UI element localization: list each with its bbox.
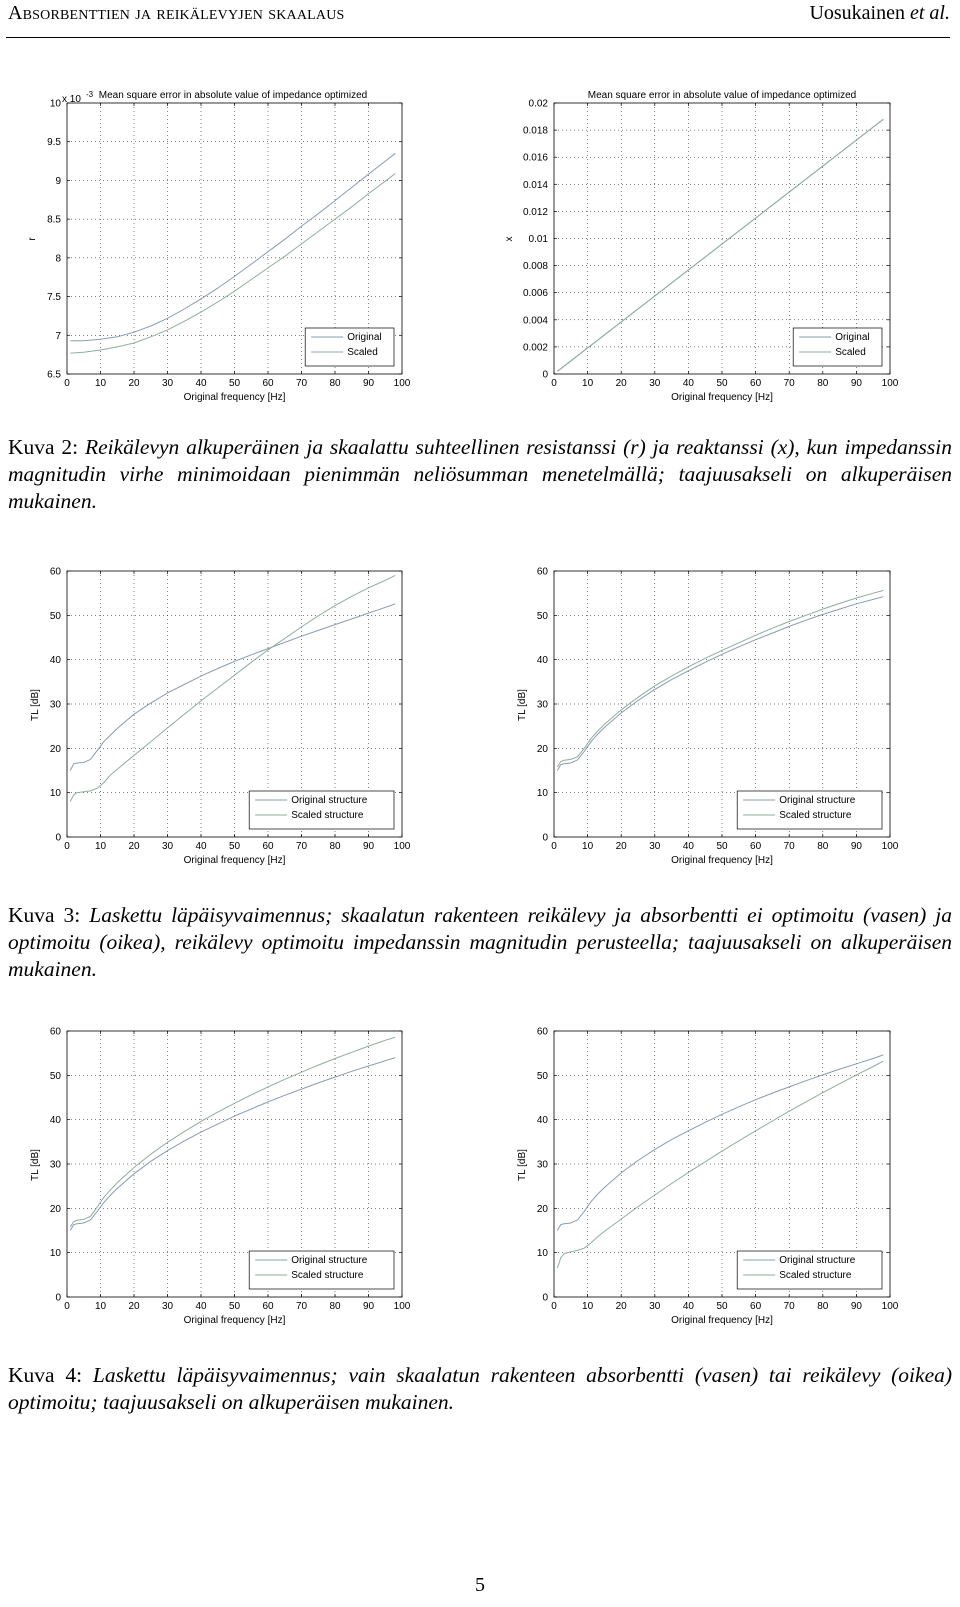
x-tick-label: 0	[64, 841, 70, 852]
legend-label: Scaled structure	[291, 1270, 364, 1281]
page-number: 5	[475, 1574, 485, 1596]
x-tick-label: 20	[128, 1301, 140, 1312]
legend-label: Scaled structure	[779, 810, 852, 821]
x-tick-label: 90	[850, 1301, 862, 1312]
figure-caption-3	[8, 902, 952, 983]
y-tick-label: 40	[49, 1115, 61, 1127]
y-tick-label: 60	[49, 566, 61, 578]
x-axis-label: Original frequency [Hz]	[183, 392, 286, 403]
x-tick-label: 60	[262, 1301, 274, 1312]
x-tick-label: 70	[295, 1301, 308, 1312]
x-tick-label: 80	[817, 841, 829, 852]
y-tick-label: 60	[536, 1026, 548, 1038]
x-tick-label: 70	[295, 378, 308, 389]
x-tick-label: 50	[716, 1301, 728, 1312]
y-tick-label: 0.008	[522, 261, 548, 273]
x-tick-label: 80	[817, 378, 829, 389]
y-tick-label: 50	[536, 610, 548, 622]
y-tick-label: 0	[55, 1292, 61, 1304]
x-axis-label: Original frequency [Hz]	[183, 855, 286, 866]
x-tick-label: 30	[161, 1301, 174, 1312]
x-tick-label: 100	[881, 378, 899, 389]
y-tick-label: 8.5	[47, 214, 61, 226]
x-tick-label: 60	[750, 378, 762, 389]
legend-label: Scaled structure	[291, 810, 364, 821]
x-tick-label: 10	[582, 841, 594, 852]
y-tick-label: 10	[536, 1248, 548, 1260]
x-tick-label: 40	[682, 1301, 694, 1312]
y-tick-label: 0.016	[522, 152, 548, 164]
y-tick-label: 10	[49, 788, 61, 800]
y-tick-label: 30	[536, 699, 548, 711]
y-tick-label: 30	[49, 1159, 61, 1171]
y-tick-label: 30	[49, 699, 61, 711]
y-tick-label: 0.02	[528, 98, 548, 110]
chart-tl-fig3-left	[0, 540, 470, 880]
caption-label: Kuva 3:	[8, 903, 81, 927]
x-tick-label: 50	[716, 841, 728, 852]
x-tick-label: 10	[94, 841, 107, 852]
x-axis-label: Original frequency [Hz]	[671, 392, 773, 403]
caption-label: Kuva 2:	[8, 435, 79, 459]
x-tick-label: 60	[750, 841, 762, 852]
y-tick-label: 0.018	[522, 125, 548, 137]
y-axis-label: r	[27, 237, 38, 241]
y-tick-label: 20	[536, 743, 548, 755]
x-tick-label: 30	[649, 378, 661, 389]
x-tick-label: 0	[551, 378, 557, 389]
y-tick-label: 40	[536, 1115, 548, 1127]
x-tick-label: 10	[94, 378, 107, 389]
y-axis-label: TL [dB]	[30, 689, 41, 721]
y-exponent-label: x 10	[62, 94, 81, 105]
x-tick-label: 90	[362, 841, 375, 852]
y-tick-label: 40	[536, 655, 548, 667]
x-tick-label: 50	[228, 841, 241, 852]
y-tick-label: 7	[55, 330, 61, 342]
x-tick-label: 20	[615, 1301, 627, 1312]
x-tick-label: 50	[228, 1301, 241, 1312]
y-tick-label: 0.002	[522, 342, 548, 354]
legend-label: Original structure	[291, 1255, 368, 1266]
y-tick-label: 50	[536, 1070, 548, 1082]
x-tick-label: 70	[783, 378, 795, 389]
x-tick-label: 40	[682, 841, 694, 852]
chart-tl-fig4-left	[0, 1000, 470, 1340]
figure-caption-4	[8, 1362, 952, 1416]
y-exponent-power: -3	[86, 90, 94, 99]
x-tick-label: 80	[817, 1301, 829, 1312]
x-tick-label: 100	[393, 378, 411, 389]
x-tick-label: 0	[64, 1301, 70, 1312]
y-tick-label: 10	[536, 788, 548, 800]
y-tick-label: 0	[542, 832, 548, 844]
x-tick-label: 80	[329, 1301, 341, 1312]
x-tick-label: 10	[94, 1301, 107, 1312]
caption-text: Laskettu läpäisyvaimennus; skaalatun rakenteen reikälevy ja absorbentti ei optimoitu (vasen) ja optimoitu (oikea), reikälevy optimoitu impedanssin magnitudin perusteella; taajuusakseli on alkuperäisen mukainen.	[8, 903, 953, 981]
x-axis-label: Original frequency [Hz]	[183, 1315, 286, 1326]
y-tick-label: 0	[542, 1292, 548, 1304]
y-axis-label: TL [dB]	[30, 1149, 41, 1181]
x-tick-label: 70	[783, 1301, 795, 1312]
x-tick-label: 30	[649, 841, 661, 852]
x-tick-label: 40	[195, 378, 207, 389]
x-tick-label: 10	[582, 1301, 594, 1312]
x-tick-label: 70	[783, 841, 795, 852]
y-tick-label: 40	[49, 655, 61, 667]
y-axis-label: TL [dB]	[517, 1149, 528, 1181]
x-tick-label: 0	[551, 841, 557, 852]
x-tick-label: 40	[195, 1301, 207, 1312]
y-tick-label: 7.5	[47, 292, 61, 304]
y-tick-label: 0.01	[528, 234, 548, 245]
y-tick-label: 0.012	[522, 206, 548, 218]
x-tick-label: 90	[850, 378, 862, 389]
x-tick-label: 90	[362, 378, 375, 389]
y-tick-label: 10	[49, 98, 61, 110]
y-tick-label: 9.5	[47, 137, 61, 149]
x-tick-label: 100	[393, 1301, 411, 1312]
y-axis-label: TL [dB]	[517, 689, 528, 721]
legend-label: Scaled	[347, 347, 378, 358]
y-tick-label: 0.004	[522, 315, 548, 327]
x-tick-label: 40	[682, 378, 694, 389]
x-tick-label: 20	[128, 841, 140, 852]
x-axis-label: Original frequency [Hz]	[671, 1315, 773, 1326]
y-tick-label: 50	[49, 610, 61, 622]
x-tick-label: 20	[128, 378, 140, 389]
y-tick-label: 60	[49, 1026, 61, 1038]
y-tick-label: 6.5	[47, 369, 61, 381]
x-tick-label: 80	[329, 378, 341, 389]
x-tick-label: 70	[295, 841, 308, 852]
x-tick-label: 50	[228, 378, 241, 389]
x-tick-label: 40	[195, 841, 207, 852]
y-tick-label: 20	[49, 743, 61, 755]
y-tick-label: 30	[536, 1159, 548, 1171]
legend-label: Original	[835, 332, 870, 343]
y-tick-label: 10	[49, 1248, 61, 1260]
chart-tl-fig3-right	[470, 540, 960, 880]
y-tick-label: 8	[55, 253, 61, 265]
legend-label: Original structure	[779, 795, 856, 806]
caption-label: Kuva 4:	[8, 1363, 83, 1387]
x-tick-label: 20	[615, 841, 627, 852]
author-etal: et al.	[910, 2, 950, 24]
y-tick-label: 20	[49, 1203, 61, 1215]
y-tick-label: 9	[55, 175, 61, 187]
x-tick-label: 30	[161, 841, 174, 852]
legend-label: Original	[347, 332, 382, 343]
caption-text: Reikälevyn alkuperäinen ja skaalattu suhteellinen resistanssi (r) ja reaktanssi (x), kun impedanssin magnitudin virhe minimoidaan pienimmän neliösumman menetelmällä; taajuusakseli on alkuperäisen mukainen.	[8, 435, 953, 513]
x-tick-label: 100	[881, 841, 899, 852]
y-tick-label: 0.006	[522, 288, 548, 300]
figure-caption-2	[8, 434, 952, 515]
y-tick-label: 0	[542, 369, 548, 381]
x-tick-label: 100	[881, 1301, 899, 1312]
y-tick-label: 0	[55, 832, 61, 844]
x-tick-label: 0	[64, 378, 70, 389]
legend-label: Scaled	[835, 347, 866, 358]
caption-text: Laskettu läpäisyvaimennus; vain skaalatun rakenteen absorbentti (vasen) tai reikälevy (oikea) optimoitu; taajuusakseli on alkuperäisen mukainen.	[8, 1363, 953, 1414]
x-tick-label: 60	[262, 841, 274, 852]
x-tick-label: 90	[850, 841, 862, 852]
legend-label: Original structure	[291, 795, 368, 806]
x-tick-label: 60	[262, 378, 274, 389]
x-tick-label: 0	[551, 1301, 557, 1312]
x-tick-label: 20	[615, 378, 627, 389]
running-header-title: Absorbenttien ja reikälevyjen skaalaus	[8, 2, 345, 24]
chart-title: Mean square error in absolute value of impedance optimized	[98, 90, 368, 101]
chart-tl-fig4-right	[470, 1000, 960, 1340]
chart-reactance	[470, 0, 960, 420]
x-axis-label: Original frequency [Hz]	[671, 855, 773, 866]
y-axis-label: x	[504, 236, 515, 242]
x-tick-label: 50	[716, 378, 728, 389]
y-tick-label: 50	[49, 1070, 61, 1082]
chart-title: Mean square error in absolute value of impedance optimized	[587, 90, 857, 101]
author-name: Uosukainen	[809, 2, 905, 24]
x-tick-label: 10	[582, 378, 594, 389]
x-tick-label: 30	[649, 1301, 661, 1312]
x-tick-label: 80	[329, 841, 341, 852]
legend-label: Original structure	[779, 1255, 856, 1266]
x-tick-label: 30	[161, 378, 174, 389]
chart-resistance	[0, 0, 470, 420]
y-tick-label: 20	[536, 1203, 548, 1215]
y-tick-label: 0.014	[522, 179, 548, 191]
legend-label: Scaled structure	[779, 1270, 852, 1281]
x-tick-label: 60	[750, 1301, 762, 1312]
x-tick-label: 90	[362, 1301, 375, 1312]
y-tick-label: 60	[536, 566, 548, 578]
x-tick-label: 100	[393, 841, 411, 852]
